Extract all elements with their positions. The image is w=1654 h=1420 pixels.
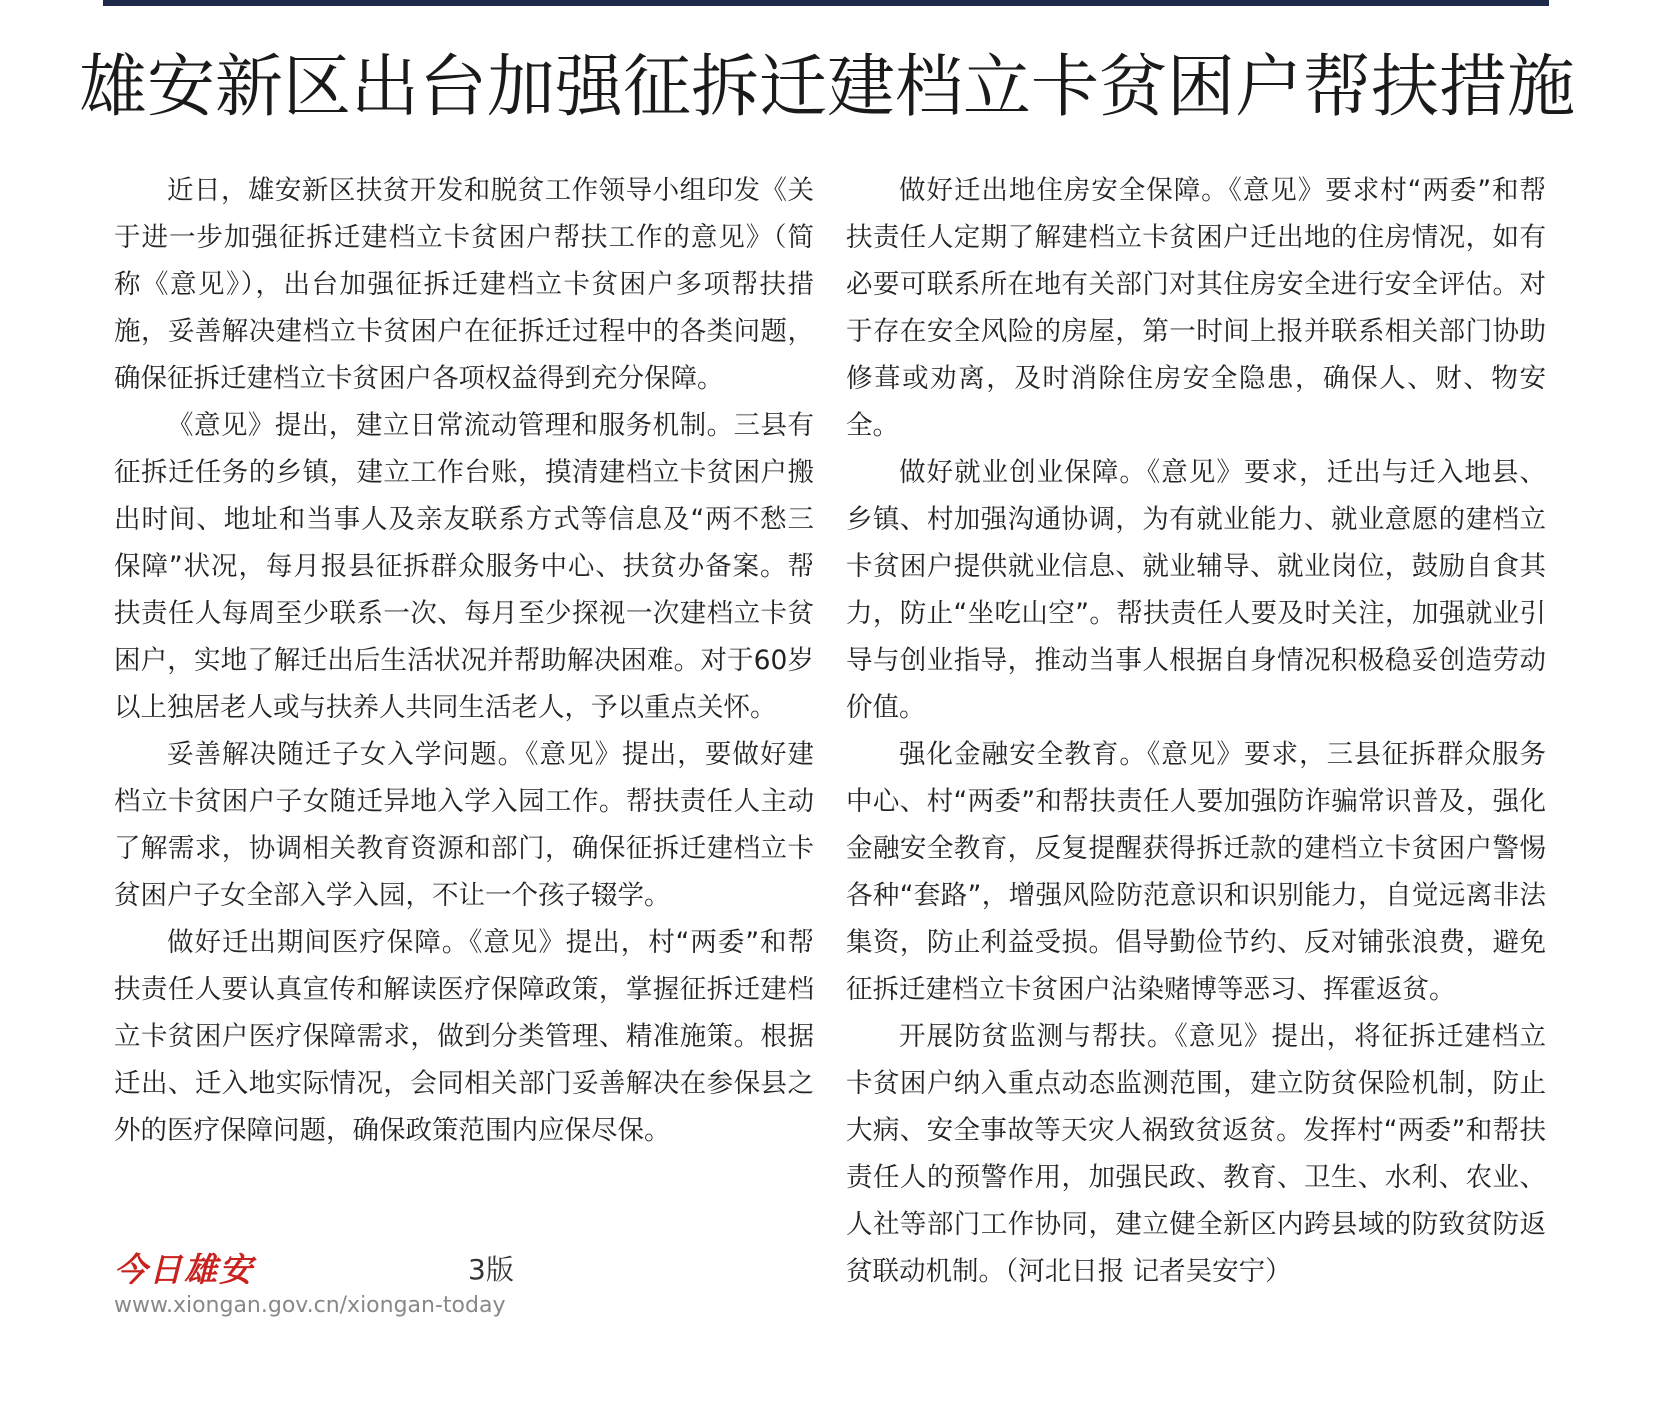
left-column xyxy=(114,167,814,1154)
top-rule xyxy=(103,0,1549,6)
paragraph: 做好迁出地住房安全保障。《意见》要求村“两委”和帮扶责任人定期了解建档立卡贫困户迁出地的住房情况，如有必要可联系所在地有关部门对其住房安全进行安全评估。对于存在安全风险的房屋，第一时间上报并联系相关部门协助修葺或劝离，及时消除住房安全隐患，确保人、财、物安全。 xyxy=(846,175,1546,441)
paragraph: 做好就业创业保障。《意见》要求，迁出与迁入地县、乡镇、村加强沟通协调，为有就业能力、就业意愿的建档立卡贫困户提供就业信息、就业辅导、就业岗位，鼓励自食其力，防止“坐吃山空”。帮扶责任人要及时关注，加强就业引导与创业指导，推动当事人根据自身情况积极稳妥创造劳动价值。 xyxy=(846,457,1546,723)
paragraph: 《意见》提出，建立日常流动管理和服务机制。三县有征拆迁任务的乡镇，建立工作台账，摸清建档立卡贫困户搬出时间、地址和当事人及亲友联系方式等信息及“两不愁三保障”状况，每月报县征拆群众服务中心、扶贫办备案。帮扶责任人每周至少联系一次、每月至少探视一次建档立卡贫困户，实地了解迁出后生活状况并帮助解决困难。对于60岁以上独居老人或与扶养人共同生活老人，予以重点关怀。 xyxy=(114,410,814,723)
article-headline: 雄安新区出台加强征拆迁建档立卡贫困户帮扶措施 xyxy=(78,48,1575,127)
source-url: www.xiongan.gov.cn/xiongan-today xyxy=(114,1293,506,1318)
page-number: 3版 xyxy=(468,1253,514,1286)
newspaper-logo: 今日雄安 xyxy=(114,1250,254,1289)
paragraph: 近日，雄安新区扶贫开发和脱贫工作领导小组印发《关于进一步加强征拆迁建档立卡贫困户帮扶工作的意见》（简称《意见》），出台加强征拆迁建档立卡贫困户多项帮扶措施，妥善解决建档立卡贫困户在征拆迁过程中的各类问题，确保征拆迁建档立卡贫困户各项权益得到充分保障。 xyxy=(114,175,814,394)
paragraph: 做好迁出期间医疗保障。《意见》提出，村“两委”和帮扶责任人要认真宣传和解读医疗保障政策，掌握征拆迁建档立卡贫困户医疗保障需求，做到分类管理、精准施策。根据迁出、迁入地实际情况，会同相关部门妥善解决在参保县之外的医疗保障问题，确保政策范围内应保尽保。 xyxy=(114,927,814,1146)
right-column xyxy=(846,167,1546,1295)
paragraph: 强化金融安全教育。《意见》要求，三县征拆群众服务中心、村“两委”和帮扶责任人要加强防诈骗常识普及，强化金融安全教育，反复提醒获得拆迁款的建档立卡贫困户警惕各种“套路”，增强风险防范意识和识别能力，自觉远离非法集资，防止利益受损。倡导勤俭节约、反对铺张浪费，避免征拆迁建档立卡贫困户沾染赌博等恶习、挥霍返贫。 xyxy=(846,739,1546,1005)
paragraph: 开展防贫监测与帮扶。《意见》提出，将征拆迁建档立卡贫困户纳入重点动态监测范围，建立防贫保险机制，防止大病、安全事故等天灾人祸致贫返贫。发挥村“两委”和帮扶责任人的预警作用，加强民政、教育、卫生、水利、农业、人社等部门工作协同，建立健全新区内跨县域的防致贫防返贫联动机制。（河北日报 记者吴安宁） xyxy=(846,1021,1546,1287)
paragraph: 妥善解决随迁子女入学问题。《意见》提出，要做好建档立卡贫困户子女随迁异地入学入园工作。帮扶责任人主动了解需求，协调相关教育资源和部门，确保征拆迁建档立卡贫困户子女全部入学入园，不让一个孩子辍学。 xyxy=(114,739,814,911)
